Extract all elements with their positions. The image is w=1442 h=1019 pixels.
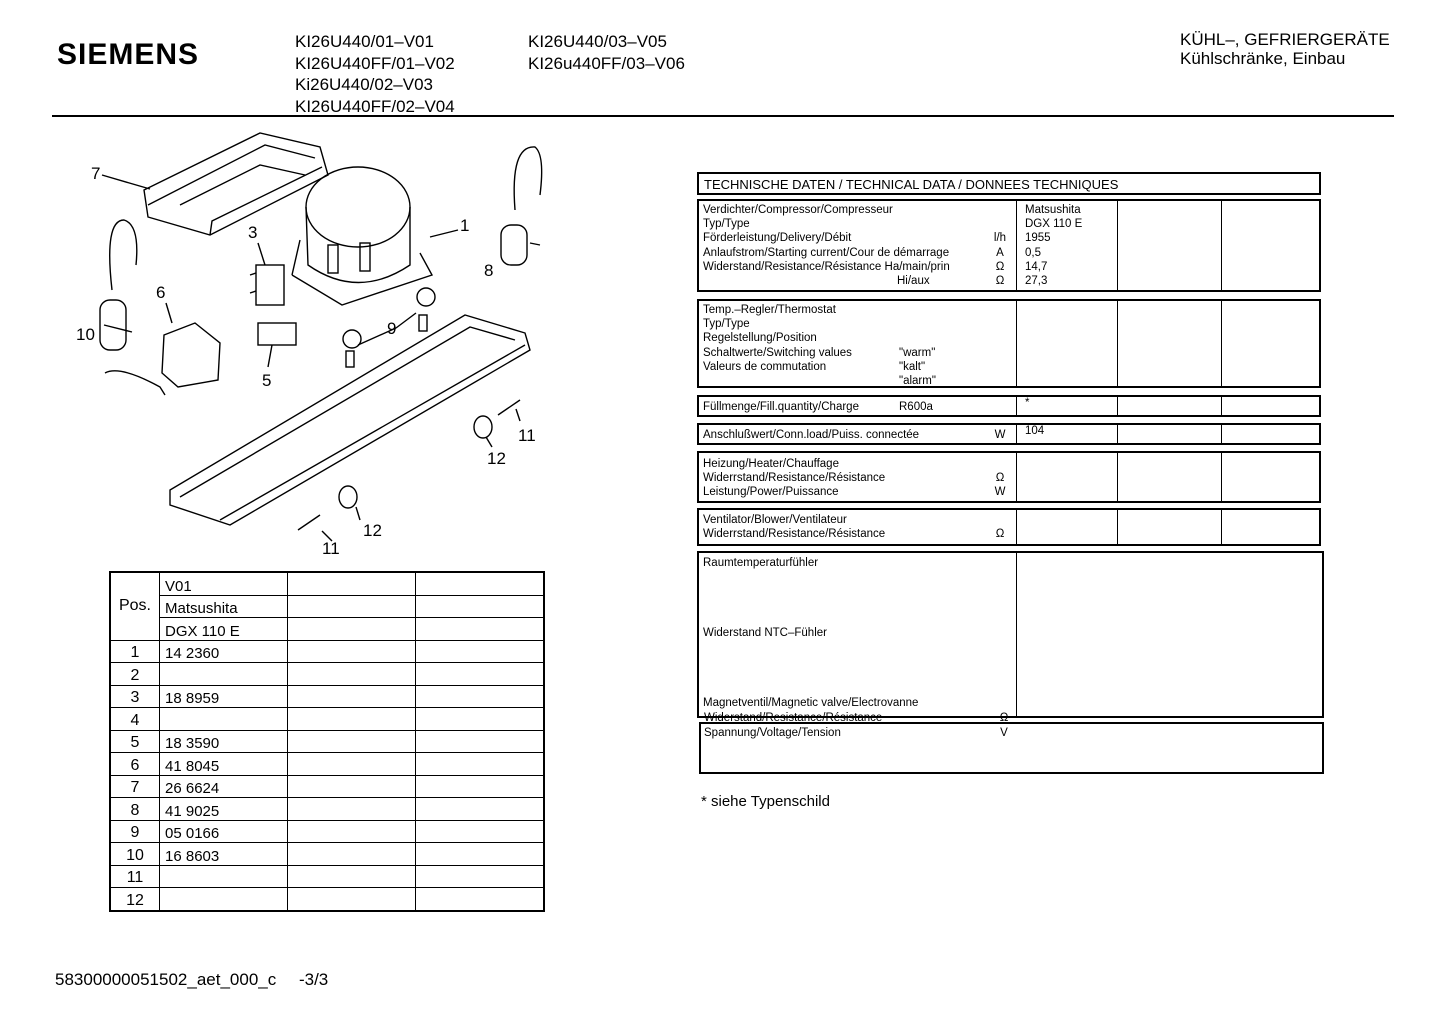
warm-label: "warm" (899, 346, 936, 359)
fan-label: Ventilator/Blower/Ventilateur (703, 514, 847, 526)
empty-cell (288, 775, 416, 798)
fill-quantity-box (697, 395, 1321, 417)
empty-cell (416, 595, 545, 618)
category-line-1: KÜHL–, GEFRIERGERÄTE (1180, 30, 1390, 49)
sensor-labels (699, 553, 1017, 716)
accessory-part-8 (501, 147, 542, 265)
empty-column (1222, 453, 1319, 501)
callout-6: 6 (156, 283, 166, 302)
switching-values-label: Schaltwerte/Switching values (703, 346, 852, 359)
relay-part (250, 265, 284, 305)
fill-quantity-labels (699, 397, 1017, 415)
model-list-2 (528, 31, 685, 74)
resistance-main-label: Widerstand/Resistance/Résistance Ha/main/prin (703, 260, 950, 273)
value: 1955 (1025, 232, 1051, 245)
callout-11: 11 (322, 539, 340, 558)
unit: Ω (999, 712, 1009, 724)
type-cell: DGX 110 E (160, 618, 288, 641)
unit: Ω (995, 472, 1005, 485)
value: 14,7 (1025, 260, 1048, 273)
empty-column (1118, 425, 1222, 443)
empty-cell (288, 865, 416, 888)
table-row (110, 753, 544, 776)
valve-box (699, 712, 1324, 774)
pos-cell: 12 (110, 888, 160, 911)
pos-cell: 10 (110, 843, 160, 866)
pos-cell: 7 (110, 775, 160, 798)
leader-lines (102, 175, 540, 541)
part-number-cell: 18 8959 (160, 685, 288, 708)
empty-column (1118, 301, 1222, 386)
empty-cell (288, 843, 416, 866)
power-label: Leistung/Power/Puissance (703, 486, 839, 499)
parts-table (109, 571, 545, 912)
unit: V (1000, 727, 1008, 739)
empty-cell (416, 663, 545, 686)
fill-quantity-label: Füllmenge/Fill.quantity/Charge (703, 401, 859, 413)
unit: W (994, 486, 1006, 499)
resistance-aux-label: Hi/aux (897, 275, 930, 288)
part-number-cell (160, 708, 288, 731)
table-row (110, 730, 544, 753)
compressor-labels (699, 201, 1017, 290)
connected-load-value: 104 (1017, 425, 1118, 443)
pos-cell: 5 (110, 730, 160, 753)
unit: Ω (995, 528, 1005, 541)
page-number: -3/3 (298, 970, 329, 989)
voltage-label: Spannung/Voltage/Tension (704, 727, 841, 739)
heater-box (697, 451, 1321, 503)
model-list-1 (295, 31, 455, 117)
footer (55, 970, 328, 990)
pos-cell: 1 (110, 640, 160, 663)
compressor-label: Verdichter/Compressor/Compresseur (703, 204, 893, 216)
thermostat-labels (699, 301, 1017, 386)
fan-box (697, 508, 1321, 546)
compressor-part (292, 167, 432, 305)
empty-cell (288, 888, 416, 911)
valve-resistance-label: Widerstand/Resistance/Résistance (704, 712, 883, 724)
starting-current-label: Anlaufstrom/Starting current/Cour de démarrage (703, 246, 950, 259)
pos-cell: 8 (110, 798, 160, 821)
fill-quantity-value: * (1017, 397, 1118, 415)
heater-label: Heizung/Heater/Chauffage (703, 458, 839, 470)
table-row (110, 798, 544, 821)
pos-cell: 3 (110, 685, 160, 708)
empty-cell (416, 618, 545, 641)
part-number-cell (160, 663, 288, 686)
connected-load-label: Anschlußwert/Conn.load/Puiss. connectée (703, 429, 920, 441)
resistance-label: Widerrstand/Resistance/Résistance (703, 528, 886, 541)
fan-labels (699, 510, 1017, 544)
empty-column (1118, 397, 1222, 415)
empty-cell (288, 640, 416, 663)
resistance-label: Widerrstand/Resistance/Résistance (703, 472, 886, 485)
tech-data-title: TECHNISCHE DATEN / TECHNICAL DATA / DONNEES TECHNIQUES (697, 172, 1321, 195)
empty-cell (416, 798, 545, 821)
value: DGX 110 E (1025, 218, 1083, 231)
accessory-part-10 (100, 220, 137, 350)
empty-cell (288, 730, 416, 753)
model-number: Ki26U440/02–V03 (295, 75, 434, 94)
unit: Ω (995, 275, 1005, 288)
table-row (110, 843, 544, 866)
value: 27,3 (1025, 275, 1048, 288)
empty-cell (416, 640, 545, 663)
brand-logo: SIEMENS (57, 38, 200, 71)
category (1180, 30, 1390, 68)
manufacturer-cell: Matsushita (160, 595, 288, 618)
empty-cell (288, 595, 416, 618)
commutation-label: Valeurs de commutation (703, 360, 827, 373)
exploded-parts-drawing (60, 125, 560, 565)
callout-11: 11 (518, 426, 536, 445)
model-number: KI26U440/03–V05 (528, 32, 667, 51)
empty-cell (416, 775, 545, 798)
pos-cell: 4 (110, 708, 160, 731)
version-cell: V01 (160, 572, 288, 595)
empty-column (1118, 201, 1222, 290)
thermostat-label: Temp.–Regler/Thermostat (703, 304, 836, 316)
ntc-sensor-label: Widerstand NTC–Fühler (703, 627, 827, 640)
position-label: Regelstellung/Position (703, 332, 817, 345)
empty-cell (288, 820, 416, 843)
pos-cell: 2 (110, 663, 160, 686)
table-row (110, 663, 544, 686)
cover-part (105, 323, 220, 395)
document-id: 58300000051502_aet_000_c (55, 970, 277, 989)
header-rule (52, 115, 1394, 117)
table-row (110, 708, 544, 731)
value: Matsushita (1025, 204, 1081, 216)
part-number-cell: 18 3590 (160, 730, 288, 753)
part-number-cell: 41 8045 (160, 753, 288, 776)
type-plate-note: * siehe Typenschild (701, 793, 830, 810)
compressor-box (697, 199, 1321, 292)
part-number-cell: 16 8603 (160, 843, 288, 866)
table-row (110, 685, 544, 708)
callout-10: 10 (76, 325, 95, 344)
pos-cell: 11 (110, 865, 160, 888)
empty-column (1222, 425, 1319, 443)
empty-cell (288, 753, 416, 776)
unit: W (994, 429, 1006, 441)
model-number: KI26U440FF/01–V02 (295, 53, 455, 73)
callout-12: 12 (487, 449, 506, 468)
sensor-box (697, 551, 1324, 718)
alarm-label: "alarm" (899, 375, 936, 388)
heater-labels (699, 453, 1017, 501)
connected-load-box (697, 423, 1321, 445)
empty-cell (416, 753, 545, 776)
empty-column (1017, 553, 1322, 716)
model-number: KI26U440/01–V01 (295, 32, 434, 51)
value: 0,5 (1025, 246, 1041, 259)
empty-cell (416, 820, 545, 843)
model-number: KI26U440FF/02–V04 (295, 96, 455, 116)
empty-cell (288, 798, 416, 821)
part-number-cell: 26 6624 (160, 775, 288, 798)
unit: Ω (995, 260, 1005, 273)
part-number-cell: 05 0166 (160, 820, 288, 843)
empty-column (1118, 510, 1222, 544)
empty-column (1222, 397, 1319, 415)
refrigerant-label: R600a (899, 401, 933, 413)
part-number-cell: 14 2360 (160, 640, 288, 663)
empty-cell (416, 708, 545, 731)
callout-1: 1 (460, 216, 470, 235)
empty-column (1017, 510, 1118, 544)
empty-cell (416, 843, 545, 866)
pos-cell: 9 (110, 820, 160, 843)
type-label: Typ/Type (703, 218, 750, 231)
empty-cell (416, 572, 545, 595)
table-row (110, 775, 544, 798)
callout-5: 5 (262, 371, 272, 390)
kalt-label: "kalt" (899, 360, 926, 373)
model-number: KI26u440FF/03–V06 (528, 53, 685, 73)
table-row (110, 820, 544, 843)
protector-part (258, 323, 296, 345)
room-sensor-label: Raumtemperaturfühler (703, 557, 819, 569)
empty-cell (288, 663, 416, 686)
delivery-label: Förderleistung/Delivery/Débit (703, 232, 852, 245)
empty-column (1222, 201, 1319, 290)
pos-cell: 6 (110, 753, 160, 776)
empty-cell (416, 730, 545, 753)
empty-column (1118, 453, 1222, 501)
table-row (110, 865, 544, 888)
empty-cell (416, 888, 545, 911)
part-number-cell: 41 9025 (160, 798, 288, 821)
part-number-cell (160, 865, 288, 888)
empty-column (1017, 453, 1118, 501)
empty-column (1017, 301, 1118, 386)
empty-cell (288, 618, 416, 641)
empty-cell (416, 685, 545, 708)
callout-7: 7 (91, 164, 101, 183)
callout-12: 12 (363, 521, 382, 540)
empty-column (1222, 510, 1319, 544)
empty-cell (288, 685, 416, 708)
callout-8: 8 (484, 261, 494, 280)
unit: A (996, 246, 1004, 259)
drip-tray-part (144, 133, 328, 235)
pos-header: Pos. (110, 572, 160, 640)
unit: l/h (993, 232, 1007, 245)
empty-cell (416, 865, 545, 888)
empty-cell (288, 572, 416, 595)
table-row (110, 640, 544, 663)
connected-load-labels (699, 425, 1017, 443)
callout-3: 3 (248, 223, 258, 242)
table-row (110, 888, 544, 911)
type-label: Typ/Type (703, 318, 750, 331)
magnetic-valve-label: Magnetventil/Magnetic valve/Electrovanne (703, 697, 919, 710)
empty-cell (288, 708, 416, 731)
compressor-values (1017, 201, 1118, 290)
callout-9: 9 (387, 319, 397, 338)
thermostat-box (697, 299, 1321, 388)
empty-column (1222, 301, 1319, 386)
part-number-cell (160, 888, 288, 911)
category-line-2: Kühlschränke, Einbau (1180, 49, 1346, 68)
